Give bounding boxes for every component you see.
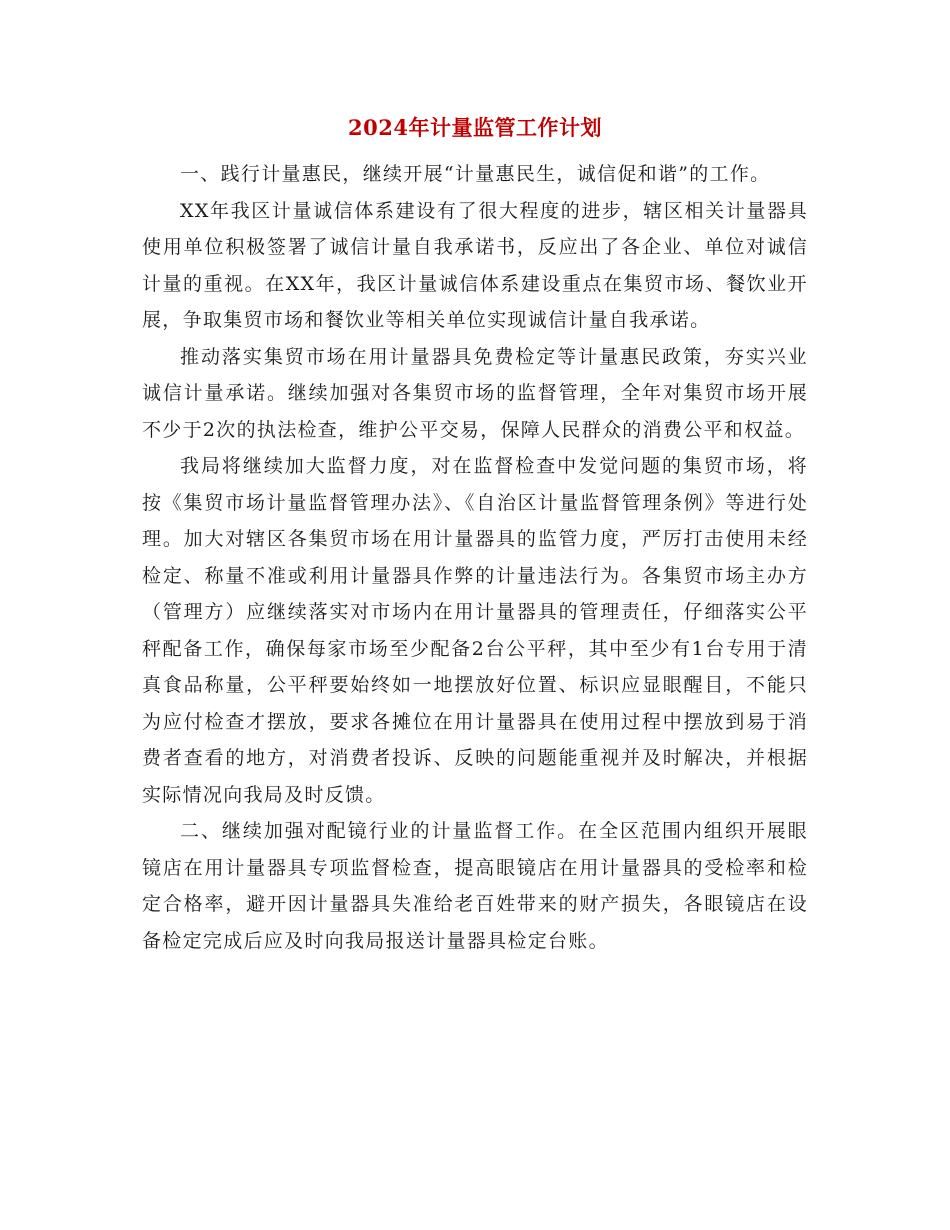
paragraph-free-verification: 推动落实集贸市场在用计量器具免费检定等计量惠民政策，夯实兴业诚信计量承诺。继续加强对各集贸市场的监督管理，全年对集贸市场开展不少于2次的执法检查，维护公平交易，保障人民群众的消费公平和权益。 <box>142 345 808 441</box>
document-body <box>142 156 808 959</box>
paragraph-integrity-system: XX年我区计量诚信体系建设有了很大程度的进步，辖区相关计量器具使用单位积极签署了诚信计量自我承诺书，反应出了各企业、单位对诚信计量的重视。在XX年，我区计量诚信体系建设重点在集贸市场、餐饮业开展，争取集贸市场和餐饮业等相关单位实现诚信计量自我承诺。 <box>142 199 808 331</box>
paragraph-section-one-heading: 一、践行计量惠民，继续开展“计量惠民生，诚信促和谐”的工作。 <box>180 163 771 185</box>
paragraph-supervision-enforcement: 我局将继续加大监督力度，对在监督检查中发觉问题的集贸市场，将按《集贸市场计量监督管理办法》、《自治区计量监督管理条例》等进行处理。加大对辖区各集贸市场在用计量器具的监管力度，严厉打击使用未经检定、称量不准或利用计量器具作弊的计量违法行为。各集贸市场主办方（管理方）应继续落实对市场内在用计量器具的管理责任，仔细落实公平秤配备工作，确保每家市场至少配备2台公平秤，其中至少有1台专用于清真食品称量，公平秤要始终如一地摆放好位置、标识应显眼醒目，不能只为应付检查才摆放，要求各摊位在用计量器具在使用过程中摆放到易于消费者查看的地方，对消费者投诉、反映的问题能重视并及时解决，并根据实际情况向我局及时反馈。 <box>142 455 808 806</box>
paragraph-section-two-optical: 二、继续加强对配镜行业的计量监督工作。在全区范围内组织开展眼镜店在用计量器具专项监督检查，提高眼镜店在用计量器具的受检率和检定合格率，避开因计量器具失准给老百姓带来的财产损失，各眼镜店在设备检定完成后应及时向我局报送计量器具检定台账。 <box>142 820 808 952</box>
document-title: 2024年计量监管工作计划 <box>348 115 602 140</box>
